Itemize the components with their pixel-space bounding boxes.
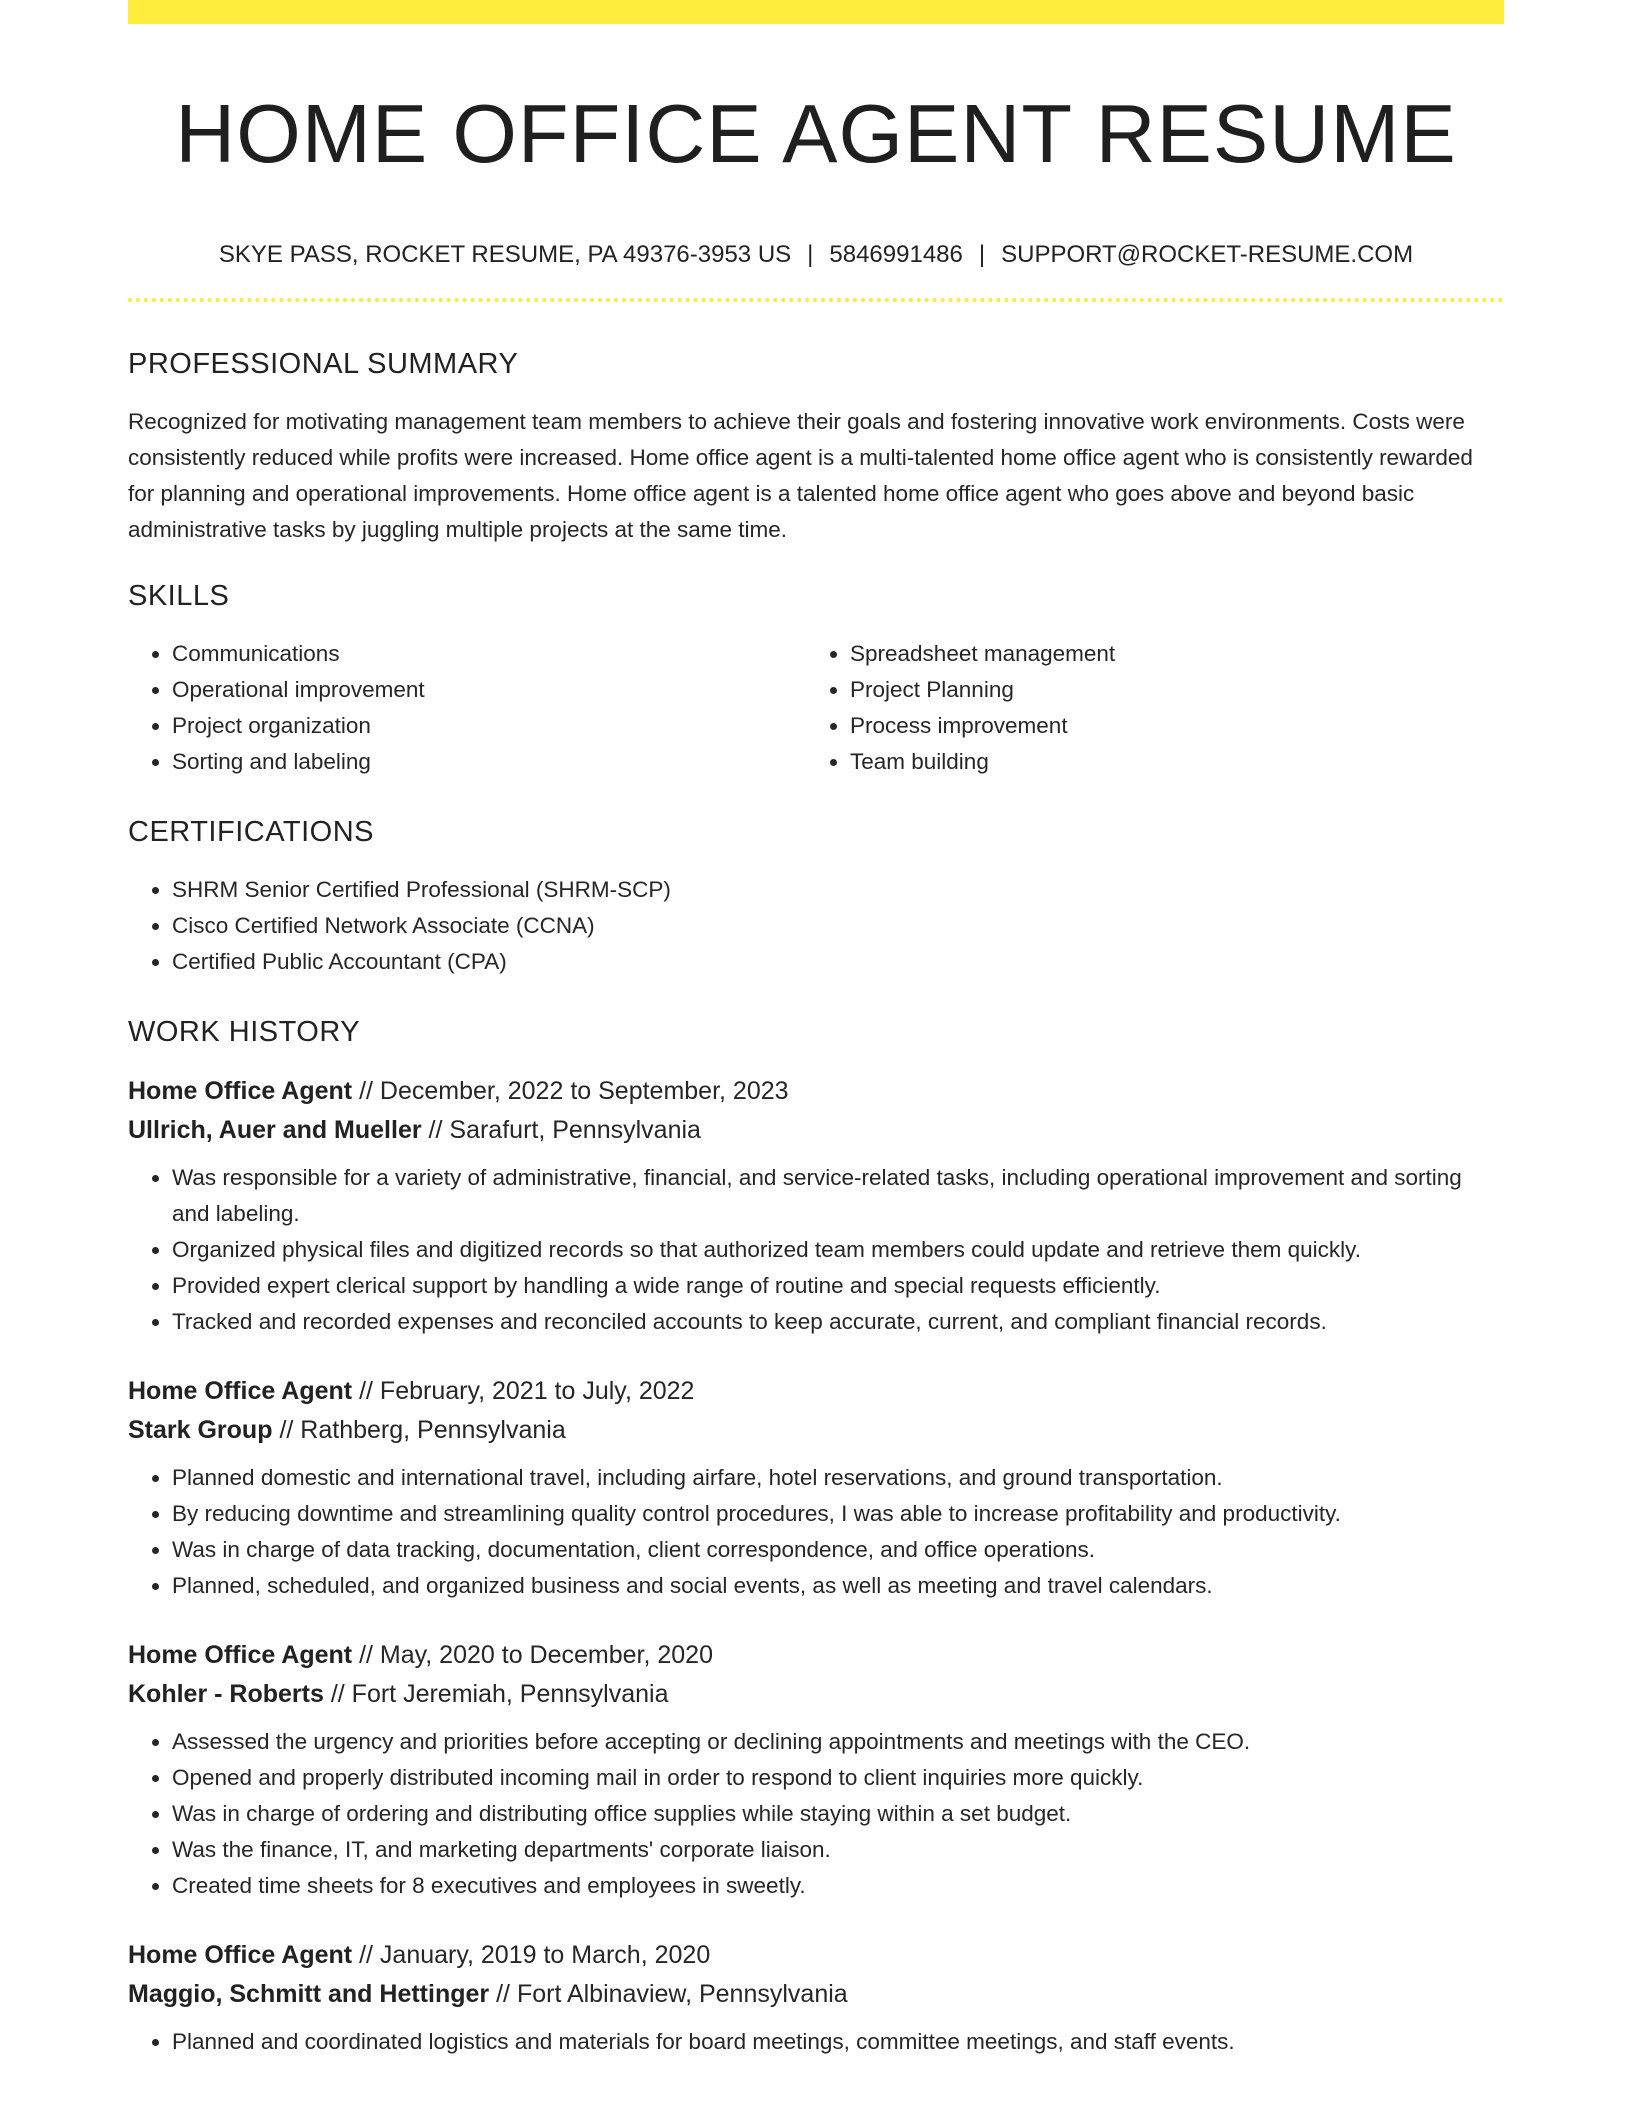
job-dates: December, 2022 to September, 2023 [379, 1077, 789, 1105]
certifications-heading: CERTIFICATIONS [128, 816, 374, 848]
job-title-line [128, 1372, 1504, 1411]
job-dates: May, 2020 to December, 2020 [379, 1641, 713, 1669]
skill-item: • Spreadsheet management [850, 636, 1484, 672]
summary-text: Recognized for motivating management team members to achieve their goals and fostering innovative work environments. Costs were consistently reduced while profits were increased. Home office agent is a multi-talented home office agent who is consistently rewarded for planning and operational improvements. Home office agent is a talented home office agent who goes above and beyond basic administrative tasks by juggling multiple projects at the same time. [128, 409, 1473, 542]
job-company: Maggio, Schmitt and Hettinger [128, 1980, 490, 2008]
job-entry [128, 1072, 1504, 1340]
job-bullet: • Was the finance, IT, and marketing departments' corporate liaison. [172, 1832, 1504, 1868]
job-bullet: • Created time sheets for 8 executives and employees in sweetly. [172, 1868, 1504, 1904]
job-dates: February, 2021 to July, 2022 [379, 1377, 695, 1405]
job-company: Stark Group [128, 1416, 273, 1444]
job-entry [128, 1936, 1504, 2060]
job-company-line [128, 1111, 1504, 1150]
certifications-list [128, 872, 1504, 980]
job-title-line [128, 1936, 1504, 1975]
job-entry [128, 1372, 1504, 1604]
accent-bar [128, 0, 1504, 24]
job-dates: January, 2019 to March, 2020 [379, 1941, 711, 1969]
job-divider: // [359, 1941, 373, 1969]
resume-page [128, 0, 1504, 2060]
skills-list-right [806, 636, 1484, 780]
job-title-line [128, 1072, 1504, 1111]
job-bullets [128, 1160, 1504, 1340]
contact-address: SKYE PASS, ROCKET RESUME, PA 49376-3953 US [218, 241, 792, 268]
job-bullet: • Organized physical files and digitized records so that authorized team members could update and retrieve them quickly. [172, 1232, 1504, 1268]
work-history-heading: WORK HISTORY [128, 1016, 361, 1048]
job-bullet: • By reducing downtime and streamlining quality control procedures, I was able to increase profitability and productivity. [172, 1496, 1504, 1532]
job-location: Sarafurt, Pennsylvania [449, 1116, 701, 1144]
job-bullet: • Opened and properly distributed incoming mail in order to respond to client inquiries more quickly. [172, 1760, 1504, 1796]
job-bullets [128, 1724, 1504, 1904]
certification-item: • Cisco Certified Network Associate (CCNA) [172, 908, 1504, 944]
certification-item: • SHRM Senior Certified Professional (SHRM-SCP) [172, 872, 1504, 908]
job-title: Home Office Agent [128, 1377, 353, 1405]
job-divider: // [428, 1116, 443, 1144]
job-divider: // [359, 1377, 373, 1405]
job-divider: // [359, 1077, 373, 1105]
job-company-line [128, 1411, 1504, 1450]
skill-item: • Communications [172, 636, 806, 672]
contact-email: SUPPORT@ROCKET-RESUME.COM [1001, 241, 1414, 268]
job-divider: // [496, 1980, 510, 2008]
job-title: Home Office Agent [128, 1941, 353, 1969]
job-bullets [128, 2024, 1504, 2060]
summary-heading: PROFESSIONAL SUMMARY [128, 348, 519, 380]
skill-item: • Team building [850, 744, 1484, 780]
skills-list-left [128, 636, 806, 780]
job-bullet: • Planned, scheduled, and organized business and social events, as well as meeting and travel calendars. [172, 1568, 1504, 1604]
resume-title: HOME OFFICE AGENT RESUME [175, 87, 1457, 180]
contact-separator: | [978, 241, 986, 268]
contact-phone: 5846991486 [829, 241, 963, 268]
certification-item: • Certified Public Accountant (CPA) [172, 944, 1504, 980]
job-divider: // [330, 1680, 345, 1708]
header-divider [128, 298, 1504, 302]
job-location: Fort Jeremiah, Pennsylvania [351, 1680, 669, 1708]
job-company-line [128, 1675, 1504, 1714]
job-title: Home Office Agent [128, 1077, 353, 1105]
job-divider: // [279, 1416, 294, 1444]
skill-item: • Process improvement [850, 708, 1484, 744]
job-location: Rathberg, Pennsylvania [300, 1416, 566, 1444]
job-bullet: • Provided expert clerical support by handling a wide range of routine and special requests efficiently. [172, 1268, 1504, 1304]
job-bullet: • Planned domestic and international travel, including airfare, hotel reservations, and ground transportation. [172, 1460, 1504, 1496]
job-bullet: • Planned and coordinated logistics and materials for board meetings, committee meetings, and staff events. [172, 2024, 1504, 2060]
job-title: Home Office Agent [128, 1641, 353, 1669]
job-title-line [128, 1636, 1504, 1675]
job-bullet: • Tracked and recorded expenses and reconciled accounts to keep accurate, current, and compliant financial records. [172, 1304, 1504, 1340]
skill-item: • Project organization [172, 708, 806, 744]
job-company: Kohler - Roberts [128, 1680, 324, 1708]
contact-separator: | [807, 241, 814, 268]
job-company-line [128, 1975, 1504, 2014]
job-bullet: • Was in charge of ordering and distributing office supplies while staying within a set budget. [172, 1796, 1504, 1832]
skill-item: • Sorting and labeling [172, 744, 806, 780]
skills-heading: SKILLS [128, 580, 230, 612]
skill-item: • Project Planning [850, 672, 1484, 708]
skill-item: • Operational improvement [172, 672, 806, 708]
job-divider: // [359, 1641, 373, 1669]
job-bullet: • Was in charge of data tracking, documentation, client correspondence, and office operations. [172, 1532, 1504, 1568]
job-bullet: • Was responsible for a variety of administrative, financial, and service-related tasks, including operational improvement and sorting and labeling. [172, 1160, 1504, 1232]
job-entry [128, 1636, 1504, 1904]
job-bullets [128, 1460, 1504, 1604]
job-bullet: • Assessed the urgency and priorities before accepting or declining appointments and meetings with the CEO. [172, 1724, 1504, 1760]
job-company: Ullrich, Auer and Mueller [128, 1116, 422, 1144]
contact-line [128, 240, 1504, 270]
job-location: Fort Albinaview, Pennsylvania [516, 1980, 848, 2008]
skills-grid [128, 636, 1504, 780]
